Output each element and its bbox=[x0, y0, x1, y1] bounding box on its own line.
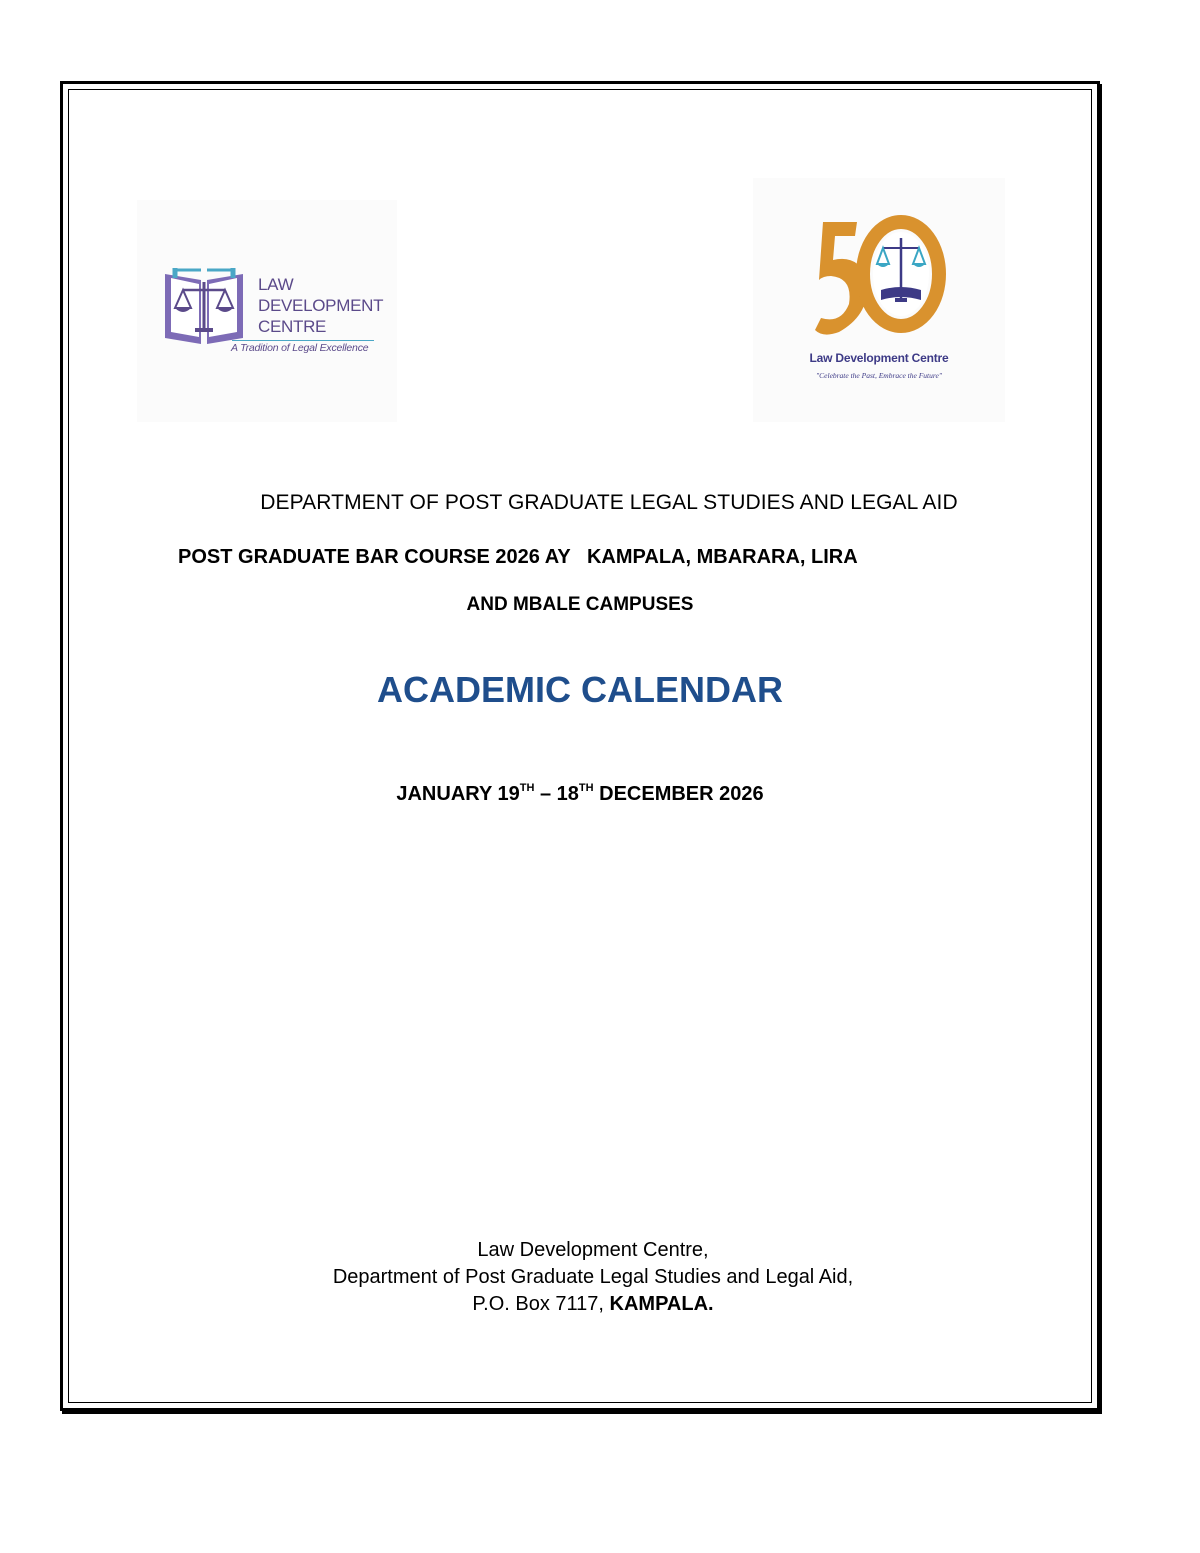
ldc-book-scales-icon bbox=[161, 264, 247, 350]
anniversary-logo-name: Law Development Centre bbox=[809, 351, 949, 365]
campuses-heading: AND MBALE CAMPUSES bbox=[466, 594, 694, 615]
date-end-suffix: TH bbox=[578, 782, 594, 794]
address-block bbox=[0, 1237, 1186, 1318]
address-line-3 bbox=[0, 1291, 1186, 1318]
address-line-1: Law Development Centre, bbox=[477, 1239, 709, 1261]
date-start-suffix: TH bbox=[519, 782, 535, 794]
department-heading: DEPARTMENT OF POST GRADUATE LEGAL STUDIES AND LEGAL AID bbox=[260, 491, 958, 514]
date-range bbox=[0, 783, 1160, 806]
ldc-logo-tagline: A Tradition of Legal Excellence bbox=[231, 342, 369, 354]
address-city: KAMPALA. bbox=[609, 1293, 714, 1315]
date-start: JANUARY 19 bbox=[396, 783, 520, 805]
address-po-box: P.O. Box 7117, bbox=[472, 1293, 610, 1315]
page-title: ACADEMIC CALENDAR bbox=[377, 669, 783, 710]
ldc-logo-line-2: DEVELOPMENT bbox=[258, 296, 384, 315]
ldc-logo-rule bbox=[232, 340, 374, 341]
ldc-logo-line-3: CENTRE bbox=[258, 317, 327, 336]
date-separator: – 18 bbox=[534, 783, 579, 805]
ldc-logo-wordmark bbox=[258, 274, 383, 337]
anniversary-logo-motto: "Celebrate the Past, Embrace the Future" bbox=[816, 371, 942, 380]
course-heading: POST GRADUATE BAR COURSE 2026 AY KAMPALA, MBARARA, LIRA bbox=[178, 546, 858, 568]
address-line-2: Department of Post Graduate Legal Studies and Legal Aid, bbox=[332, 1266, 854, 1288]
ldc-logo bbox=[137, 200, 397, 422]
fifty-years-emblem-icon bbox=[811, 214, 947, 348]
ldc-logo-line-1: LAW bbox=[258, 275, 294, 294]
anniversary-logo bbox=[753, 178, 1005, 422]
date-end: DECEMBER 2026 bbox=[593, 783, 764, 805]
